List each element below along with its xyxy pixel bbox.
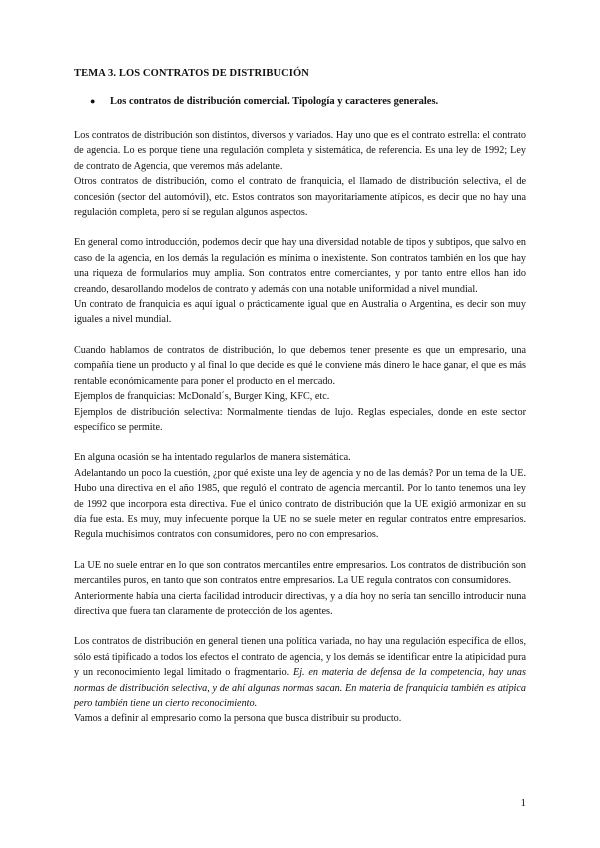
paragraph: Cuando hablamos de contratos de distribución, lo que debemos tener presente es que un empresario, una compañía tiene un producto y al final lo que decide es qué le conviene más dinero le hace ganar, el que es más rentable económicamente para poner el producto en el mercado.	[74, 344, 526, 387]
paragraph-gap	[74, 543, 526, 558]
paragraph: En general como introducción, podemos decir que hay una diversidad notable de tipos y subtipos, que salvo en caso de la agencia, en los demás la regulación es mínima o inexistente. Son contratos también en los que hay una riqueza de formularios muy amplia. Son contratos entre comerciantes, y por tanto entre ellos han ido creando, desarollando modelos de contrato y además con una notable uniformidad a nivel mundial.	[74, 237, 526, 295]
paragraph: La UE no suele entrar en lo que son contratos mercantiles entre empresarios. Los contratos de distribución son mercantiles puros, en tanto que son contratos entre empresarios. La UE regula contratos con consumidores.	[74, 559, 526, 587]
paragraph: Ejemplos de franquicias: McDonald´s, Burger King, KFC, etc.	[74, 391, 330, 403]
paragraph: En alguna ocasión se ha intentado regularlos de manera sistemática.	[74, 452, 351, 464]
paragraph: Ejemplos de distribución selectiva: Normalmente tiendas de lujo. Reglas especiales, donde en este sector específico se permite.	[74, 406, 526, 433]
paragraph-gap	[74, 220, 526, 235]
paragraph-text: Los contratos de distribución en general tienen una política variada, no hay una regulación específica de ellos, sólo está tipificado a todos los efectos el contrato de agencia, y los demás se identificar entre la atipicidad pura y un reconocimiento legal limitado o fragmentario.	[74, 636, 526, 679]
paragraph-gap	[74, 619, 526, 634]
paragraph-gap	[74, 328, 526, 343]
paragraph: Los contratos de distribución son distintos, diversos y variados. Hay uno que es el contrato estrella: el contrato de agencia. Lo es porque tiene una regulación completa y sistemática, de referencia. Es una ley de 1992; Ley de contrato de Agencia, que veremos más adelante.	[74, 130, 526, 172]
paragraph: Vamos a definir al empresario como la persona que busca distribuir su producto.	[74, 713, 402, 725]
document-body	[74, 68, 526, 727]
paragraph-with-example	[74, 634, 526, 711]
paragraph: Anteriormente había una cierta facilidad introducir directivas, y a día hoy no sería tan sencillo introducir nuna directiva que fuera tan claramente de protección de los agentes.	[74, 590, 526, 617]
example-italic-text: Ej. en materia de defensa de la competencia, hay unas normas de distribución selectiva, y de ahí algunas normas sacan. En materia de franquicia también es atípica pero también tiene un cierto reconocimiento.	[74, 667, 526, 709]
page-number: 1	[520, 797, 526, 809]
document-title: TEMA 3. LOS CONTRATOS DE DISTRIBUCIÓN	[74, 68, 309, 79]
bullet-icon: ●	[90, 96, 96, 106]
paragraph: Un contrato de franquicia es aquí igual o prácticamente igual que en Australia o Argentina, es decir son muy iguales a nivel mundial.	[74, 299, 526, 326]
paragraph: Otros contratos de distribución, como el contrato de franquicia, el llamado de distribución selectiva, el de concesión (sector del automóvil), etc. Estos contratos son mayoritariamente atípicos, es decir que no hay una regulación completa, pero sí se regulan algunos aspectos.	[74, 176, 526, 219]
bullet-heading-text: Los contratos de distribución comercial. Tipología y caracteres generales.	[110, 96, 439, 107]
paragraph: Adelantando un poco la cuestión, ¿por qué existe una ley de agencia y no de las demás? Por un tema de la UE. Hubo una directiva en el año 1985, que reguló el contrato de agencia mercantil. Por lo tanto tenemos una ley de 1992 que incorpora esta directiva. Fue el único contrato de distribución que la UE exigió armonizar en su día fue esta. Es muy, muy infecuente porque la UE no se suele meter en regular contratos entre empresarios. Regula muchísimos contratos con consumidores, pero no con empresarios.	[74, 467, 526, 541]
paragraph-gap	[74, 435, 526, 450]
bullet-heading	[90, 96, 526, 107]
